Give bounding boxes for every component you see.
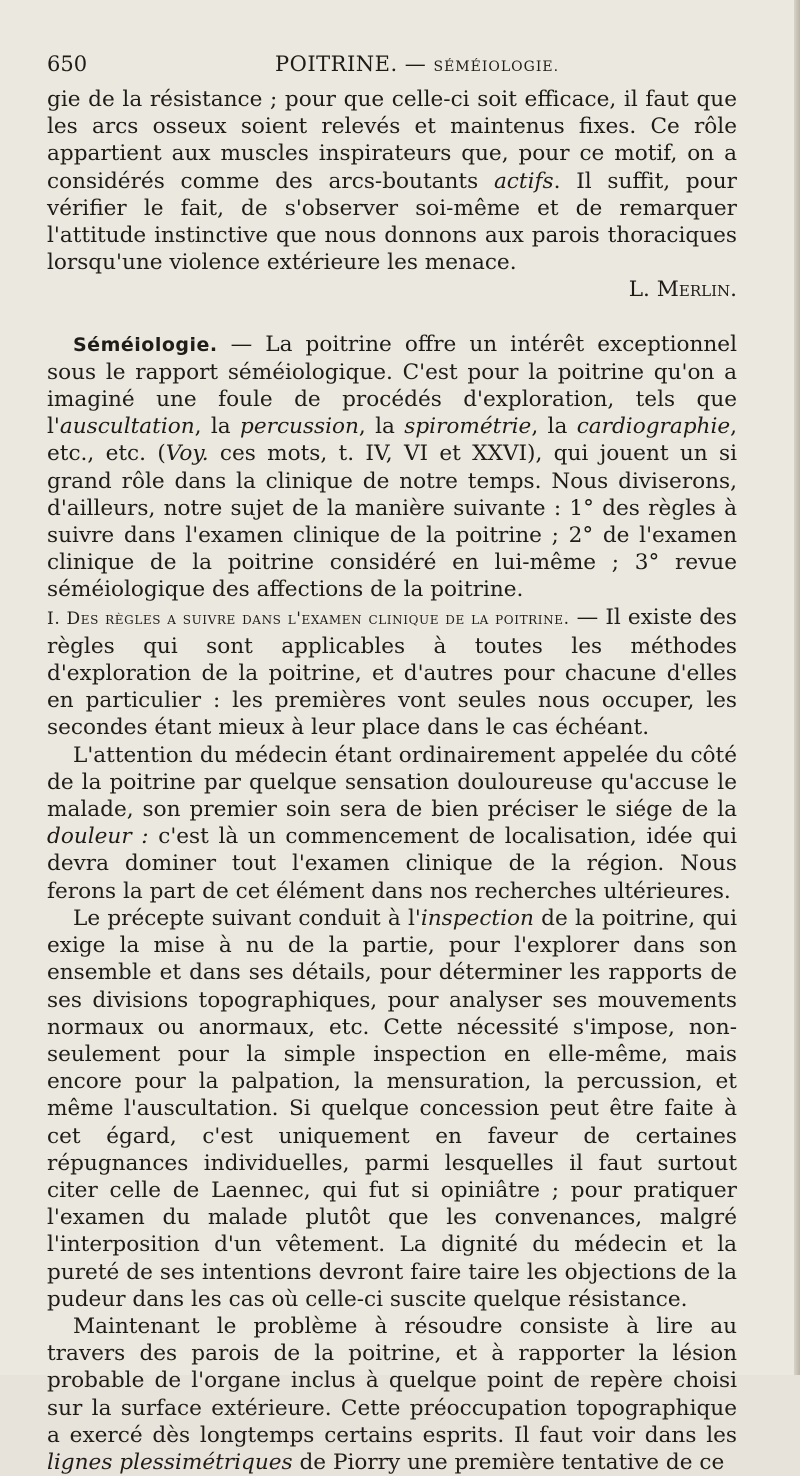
page-number: 650 [47, 52, 88, 76]
page-edge-shadow [794, 0, 800, 1375]
paragraph-inspection: Le précepte suivant conduit à l'inspection de la poitrine, qui exige la mise à nu de la partie, pour l'explorer dans son ensemble et dans ses détails, pour déterminer les rapports de ses divisions topographiques, pour analyser ses mouvements normaux ou anormaux, etc. Cette nécessité s'impose, non-seulement pour la simple inspection en elle-même, mais encore pour la palpation, la mensuration, la percussion, et même l'auscultation. Si quelque concession peut être faite à cet égard, c'est uniquement en faveur de certaines répugnances individuelles, parmi lesquelles il faut surtout citer celle de Laennec, qui fut si opiniâtre ; pour pratiquer l'examen du malade plutôt que les convenances, malgré l'interposition d'un vêtement. La dignité du médecin et la pureté de ses intentions devront faire taire les objections de la pudeur dans les cas où celle-ci suscite quelque résistance. [47, 905, 737, 1312]
paragraph-topographie: Maintenant le problème à résoudre consiste à lire au travers des parois de la poitrine, et à rapporter la lésion probable de l'organe inclus à quelque point de repère choisi sur la surface extérieure. Cette préoccupation topographique a exercé dès longtemps certains esprits. Il faut voir dans les lignes plessimétriques de Piorry une première tentative de ce [47, 1313, 737, 1475]
paragraph-semeiologie: Séméiologie. — La poitrine offre un intérêt exceptionnel sous le rapport séméiologique. C'est pour la poitrine qu'on a imaginé une foule de procédés d'exploration, tels que l'auscultation, la percussion, la spirométrie, la cardiographie, etc., etc. (Voy. ces mots, t. IV, VI et XXVI), qui jouent un si grand rôle dans la clinique de notre temps. Nous diviserons, d'ailleurs, notre sujet de la manière suivante : 1° des règles à suivre dans l'examen clinique de la poitrine ; 2° de l'examen clinique de la poitrine considéré en lui-même ; 3° revue séméiologique des affections de la poitrine. [47, 331, 738, 603]
author-signature: L. Merlin. [628, 277, 737, 303]
paragraph-regles: I. Des règles a suivre dans l'examen clinique de la poitrine. — Il existe des règles qui sont applicables à toutes les méthodes d'exploration de la poitrine, et d'autres pour chacune d'elles en particulier : les premières vont seules nous occuper, les secondes étant mieux à leur place dans le cas échéant. [47, 604, 737, 741]
page-header [47, 52, 737, 80]
section-gap [47, 304, 737, 331]
section-title: Séméiologie. [73, 333, 218, 356]
running-title: POITRINE. — SÉMÉIOLOGIE. [275, 52, 560, 76]
paragraph-douleur: L'attention du médecin étant ordinairement appelée du côté de la poitrine par quelque sensation douloureuse qu'accuse le malade, son premier soin sera de bien préciser le siége de la douleur : c'est là un commencement de localisation, idée qui devra dominer tout l'examen clinique de la région. Nous ferons la part de cet élément dans nos recherches ultérieures. [47, 742, 737, 904]
paragraph-continuation: gie de la résistance ; pour que celle-ci soit efficace, il faut que les arcs osseux soient relevés et maintenus fixes. Ce rôle appartient aux muscles inspirateurs que, pour ce motif, on a considérés comme des arcs-boutants actifs. Il suffit, pour vérifier le fait, de s'observer soi-même et de remarquer l'attitude instinctive que nous donnons aux parois thoraciques lorsqu'une violence extérieure les menace. [47, 87, 737, 276]
running-subtitle: SÉMÉIOLOGIE. [433, 59, 560, 75]
body-text [47, 86, 737, 1476]
subsection-heading: I. Des règles a suivre dans l'examen clinique de la poitrine. [47, 608, 570, 629]
